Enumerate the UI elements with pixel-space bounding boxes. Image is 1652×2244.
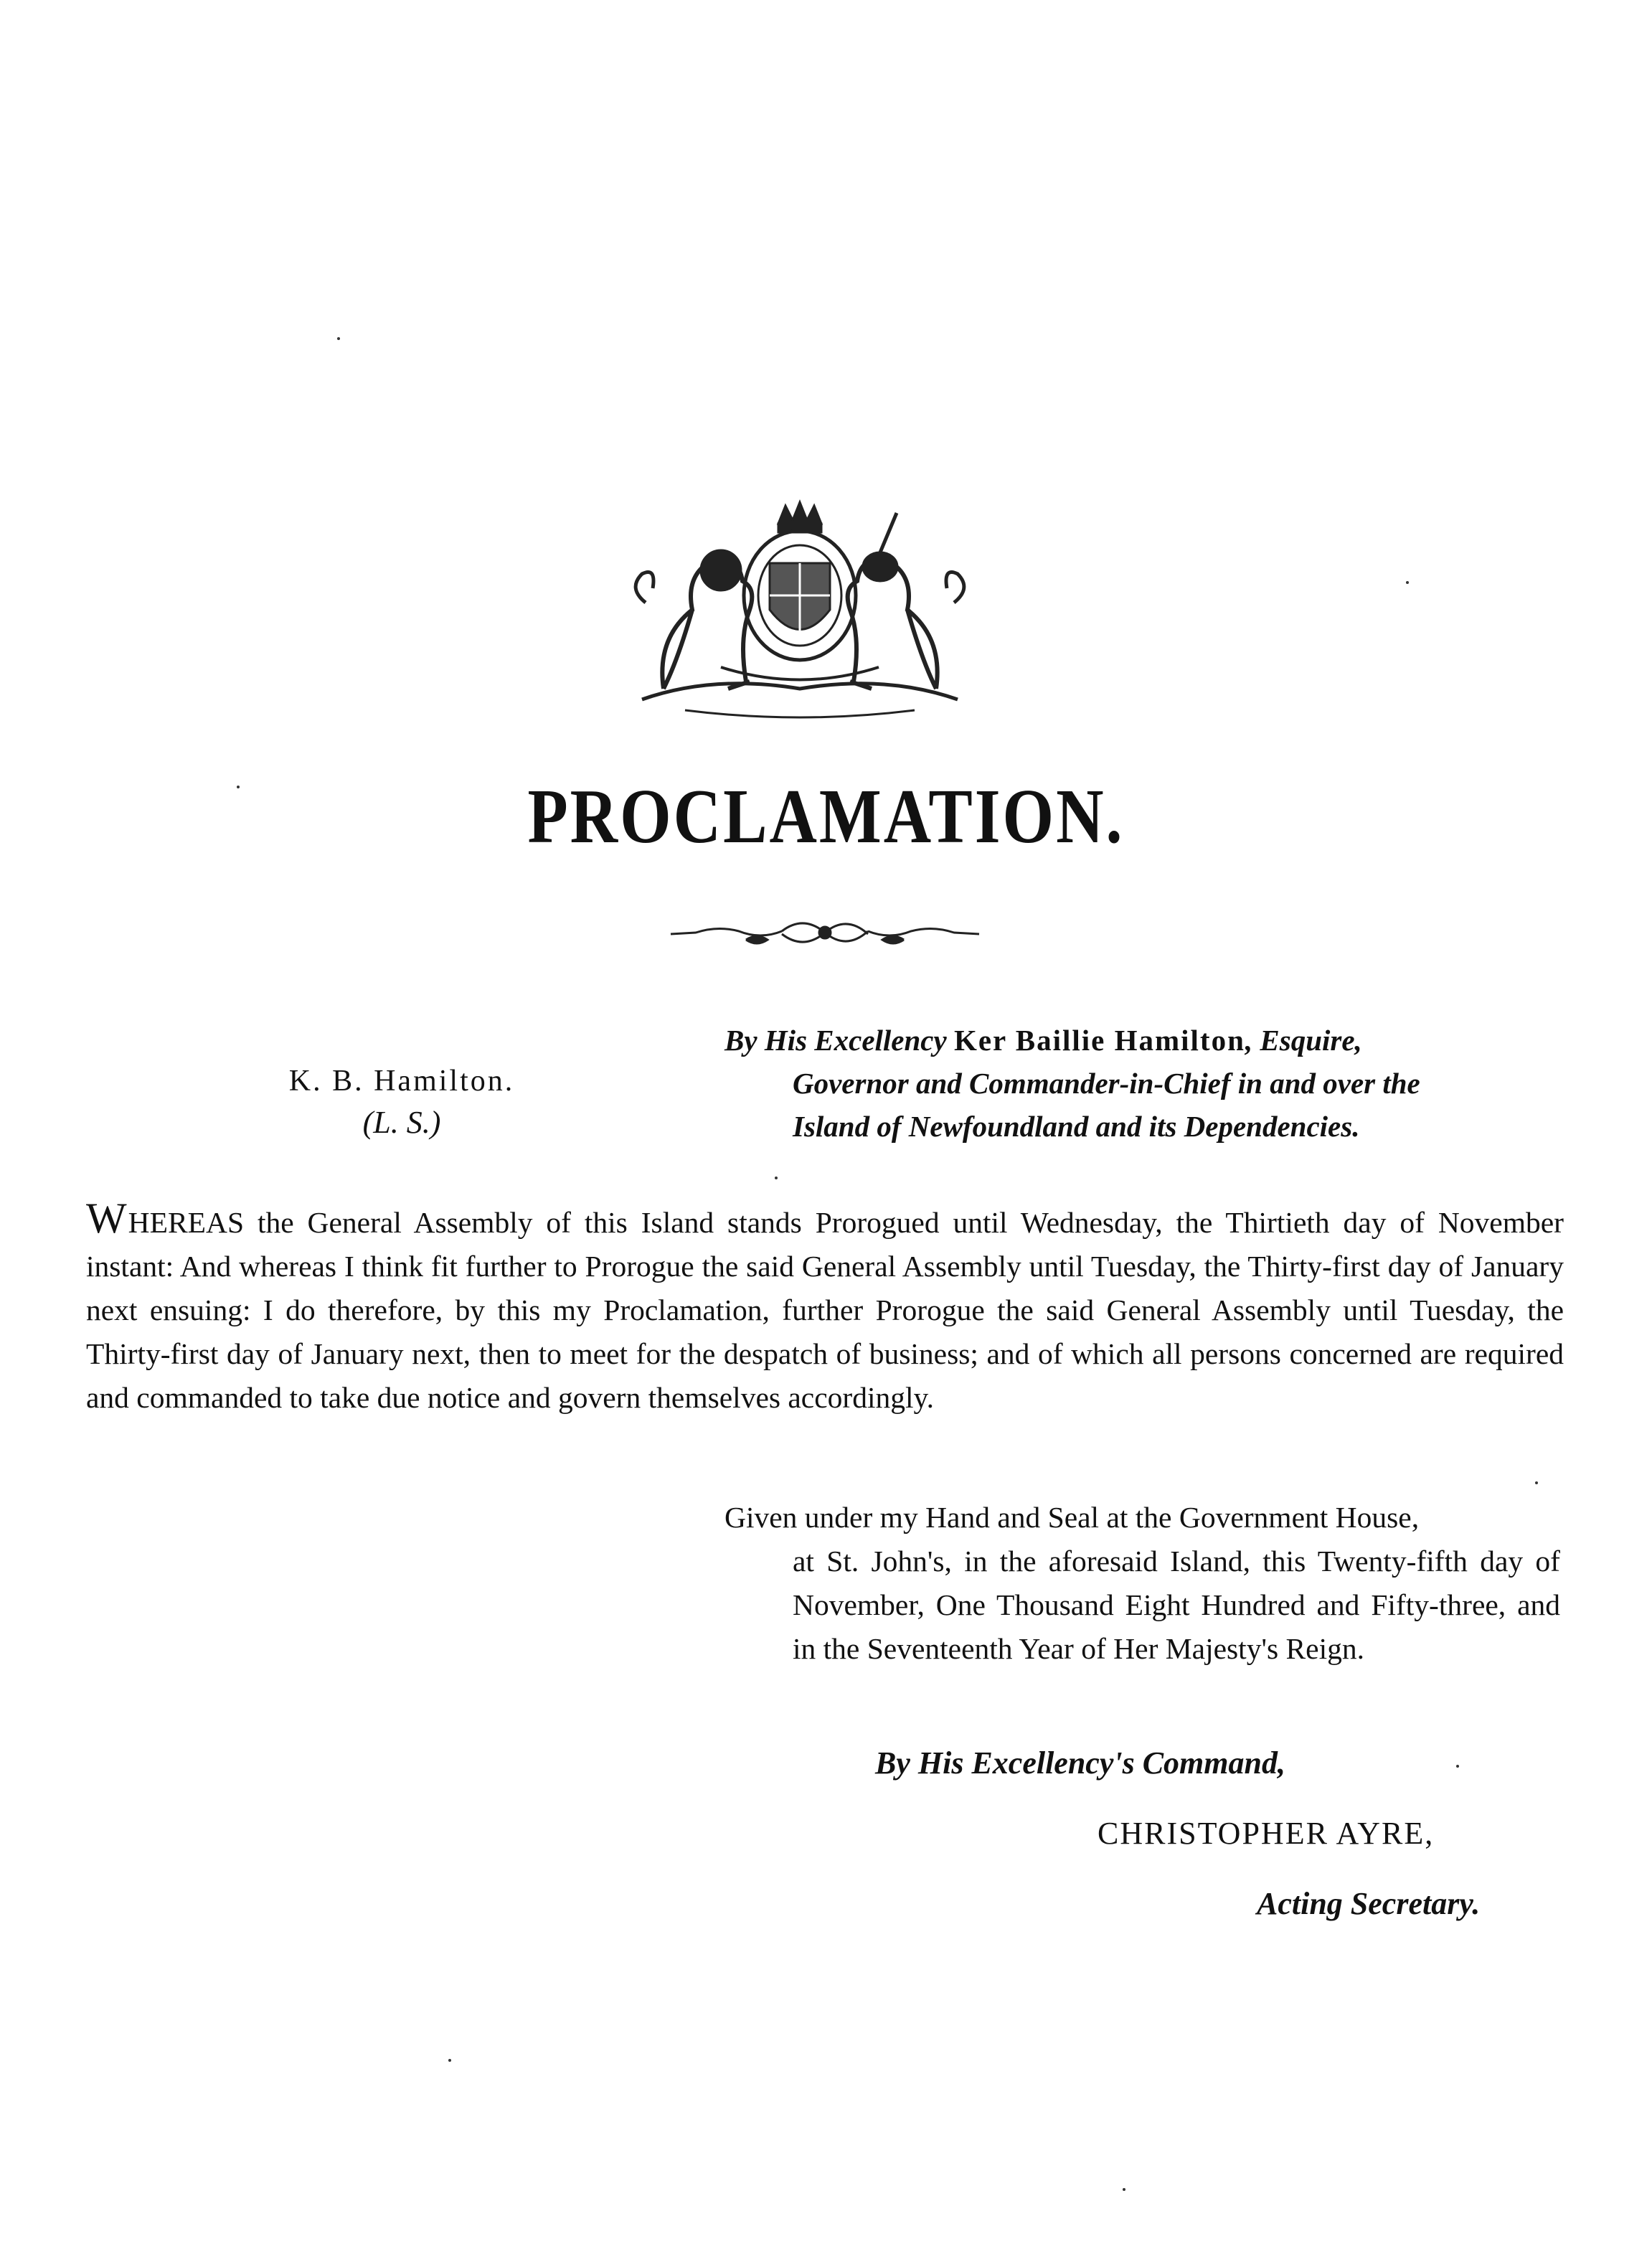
by-his-excellency-block: [724, 1019, 1557, 1148]
excellency-prefix: By His Excellency: [724, 1024, 954, 1057]
paper-speck: [1406, 581, 1409, 584]
given-first-line: Given under my Hand and Seal at the Government House,: [724, 1501, 1420, 1534]
paper-speck: [448, 2059, 451, 2062]
governor-seal-block: [237, 1060, 567, 1144]
paper-speck: [1456, 1765, 1459, 1768]
governor-jurisdiction-line: Island of Newfoundland and its Dependencies.: [793, 1110, 1360, 1143]
given-date-text: at St. John's, in the aforesaid Island, this Twenty-fifth day of November, One Thousand Eight Hundred and Fifty-three, and in the Seventeenth Year of Her Majesty's Reign.: [793, 1545, 1560, 1665]
signer-role: Acting Secretary.: [1257, 1886, 1481, 1921]
paper-speck: [337, 337, 340, 340]
governor-name: Ker Baillie Hamilton: [953, 1024, 1245, 1057]
paper-speck: [1123, 2188, 1125, 2191]
paper-speck: [1535, 1481, 1538, 1484]
excellency-suffix: , Esquire,: [1245, 1024, 1362, 1057]
signer-name: CHRISTOPHER AYRE,: [1098, 1816, 1435, 1851]
governor-initials: K. B. Hamilton.: [288, 1065, 515, 1098]
proclamation-body: [86, 1194, 1564, 1420]
given-under-block: [724, 1496, 1560, 1671]
drop-initial: W: [86, 1194, 128, 1242]
paper-speck: [775, 1177, 778, 1179]
royal-coat-of-arms: [613, 495, 986, 725]
flourish-ornament: [667, 911, 983, 954]
governor-title-line: Governor and Commander-in-Chief in and over the: [793, 1067, 1420, 1100]
by-command-line: By His Excellency's Command,: [875, 1745, 1285, 1781]
locus-sigilli: (L. S.): [362, 1105, 441, 1140]
body-text: HEREAS the General Assembly of this Island stands Prorogued until Wednesday, the Thirtieth day of November instant: And whereas I think fit further to Prorogue the said General Assembly until Tuesday, the Thirty-first day of January next ensuing: I do therefore, by this my Proclamation, further Prorogue the said General Assembly until Tuesday, the Thirty-first day of January next, then to meet for the despatch of business; and of which all persons concerned are required and commanded to take due notice and govern themselves accordingly.: [86, 1206, 1564, 1414]
proclamation-title: PROCLAMATION.: [527, 773, 1125, 859]
paper-speck: [237, 786, 240, 788]
